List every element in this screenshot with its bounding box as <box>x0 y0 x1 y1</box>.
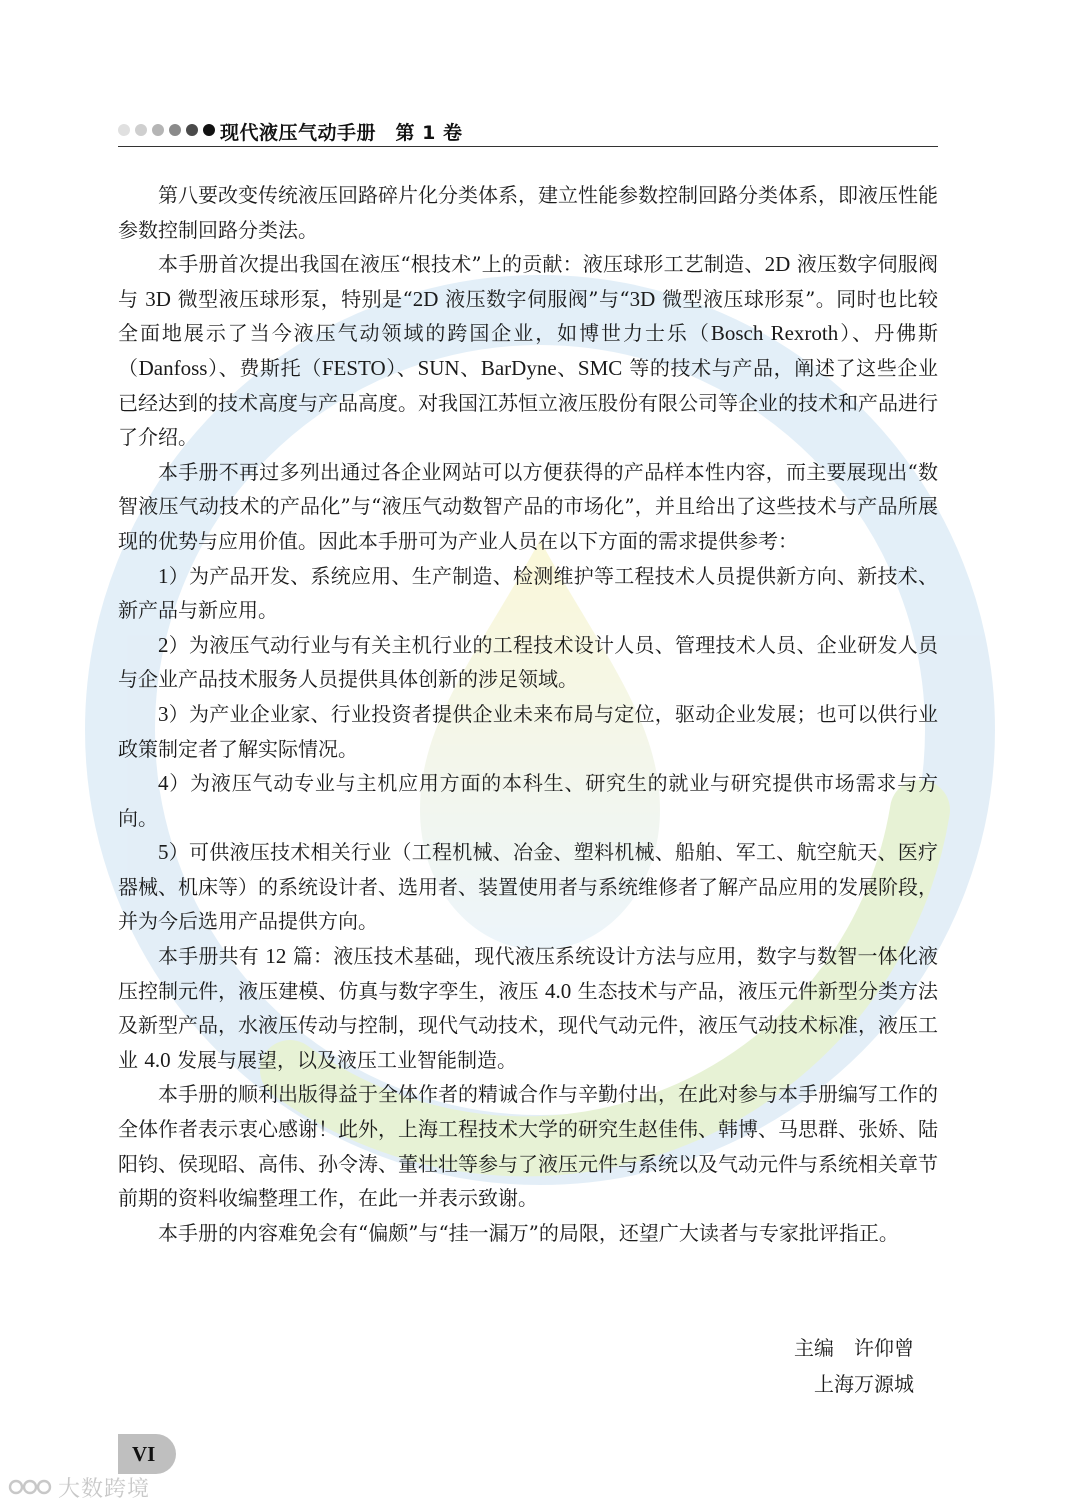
paragraph-run: ）、费斯托（ <box>207 355 322 380</box>
paragraph-run: 本手册不再过多列出通过各企业网站可以方便获得的产品样本性内容，而主要展现出“数智液压气动技术的产品化”与“液压气动数智产品的市场化”，并且给出了这些技术与产品所展现的优势与应用价值。因此本手册可为产业人员在以下方面的需求提供参考： <box>118 459 938 553</box>
paragraph-run: SUN <box>417 355 460 380</box>
paragraph-run: ）为产业企业家、行业投资者提供企业未来布局与定位，驱动企业发展；也可以供行业政策制定者了解实际情况。 <box>118 701 938 761</box>
paragraph-run: 、 <box>459 355 481 380</box>
body-paragraph <box>118 939 938 1077</box>
source-watermark-text: 大数跨境 <box>58 1476 151 1502</box>
paragraph-run: 5 <box>158 840 169 865</box>
body-paragraph <box>118 178 938 247</box>
paragraph-run: 3D <box>145 286 171 311</box>
header-dot <box>152 124 164 136</box>
header-dot <box>186 124 198 136</box>
header-dot <box>169 124 181 136</box>
body-paragraph <box>118 1216 938 1251</box>
paragraph-run: 本手册的顺利出版得益于全体作者的精诚合作与辛勤付出，在此对参与本手册编写工作的全体作者表示衷心感谢！此外，上海工程技术大学的研究生赵佳伟、韩博、马思群、张娇、陆阳钧、侯现昭、高伟、孙令涛、董壮壮等参与了液压元件与系统以及气动元件与系统相关章节前期的资料收编整理工作，在此一并表示致谢。 <box>118 1082 938 1211</box>
header-dot <box>135 124 147 136</box>
paragraph-run: 第八要改变传统液压回路碎片化分类体系，建立性能参数控制回路分类体系，即液压性能参数控制回路分类法。 <box>118 183 938 242</box>
signature-block <box>794 1330 914 1402</box>
paragraph-run: 液压数字伺服阀”与“ <box>438 286 630 311</box>
body-paragraph <box>118 1077 938 1215</box>
header-dots <box>118 124 220 138</box>
paragraph-run: 本手册的内容难免会有“偏颇”与“挂一漏万”的局限，还望广大读者与专家批评指正。 <box>158 1220 899 1245</box>
paragraph-run: 本手册共有 <box>158 944 266 969</box>
body-paragraph <box>118 766 938 835</box>
body-paragraph <box>118 559 938 628</box>
page-number: VI <box>132 1442 156 1466</box>
body-text <box>118 178 938 1250</box>
page-number-tab <box>118 1434 176 1474</box>
source-watermark <box>8 1472 150 1502</box>
paragraph-run: 篇：液压技术基础，现代液压系统设计方法与应用，数字与数智一体化液压控制元件，液压建模、仿真与数字孪生，液压 <box>118 944 939 1003</box>
signature-place: 上海万源城 <box>814 1372 914 1396</box>
paragraph-run: 本手册首次提出我国在液压“根技术”上的贡献：液压球形工艺制造、 <box>158 252 765 277</box>
paragraph-run: 2D <box>764 252 791 277</box>
paragraph-run: 1 <box>158 563 169 588</box>
paragraph-run: BarDyne <box>480 355 557 380</box>
body-paragraph <box>118 697 938 766</box>
paragraph-run: FESTO <box>321 355 386 380</box>
paragraph-run: 生态技术与产品，液压元件新型分类方法及新型产品，水液压传动与控制，现代气动技术，现代气动元件，液压气动技术标准，液压工业 <box>118 978 939 1072</box>
paragraph-run: 4 <box>158 771 169 796</box>
paragraph-run: ）、丹佛斯（ <box>118 321 939 380</box>
paragraph-run: 2 <box>158 632 169 657</box>
header-dot <box>118 124 130 136</box>
paragraph-run: ）为产品开发、系统应用、生产制造、检测维护等工程技术人员提供新方向、新技术、新产品与新应用。 <box>118 563 938 623</box>
header-dot <box>203 124 215 136</box>
paragraph-run: ）可供液压技术相关行业（工程机械、冶金、塑料机械、船舶、军工、航空航天、医疗器械、机床等）的系统设计者、选用者、装置使用者与系统维修者了解产品应用的发展阶段，并为今后选用产品提供方向。 <box>118 840 938 934</box>
paragraph-run: 12 <box>265 944 287 969</box>
paragraph-run: Danfoss <box>138 355 208 380</box>
paragraph-run: 3D <box>629 286 656 311</box>
body-paragraph <box>118 247 938 455</box>
header-title: 现代液压气动手册 第 1 卷 <box>220 122 463 144</box>
paragraph-run: 4.0 <box>544 978 572 1003</box>
paragraph-run: ）为液压气动专业与主机应用方面的本科生、研究生的就业与研究提供市场需求与方向。 <box>118 771 938 830</box>
paragraph-run: 、 <box>556 355 578 380</box>
body-paragraph <box>118 835 938 939</box>
paragraph-run: 微型液压球形泵，特别是“ <box>170 286 413 311</box>
paragraph-run: SMC <box>577 355 623 380</box>
paragraph-run: ）为液压气动行业与有关主机行业的工程技术设计人员、管理技术人员、企业研发人员与企业产品技术服务人员提供具体创新的涉足领域。 <box>118 632 938 692</box>
source-logo-icon <box>8 1474 52 1500</box>
paragraph-run: 发展与展望，以及液压工业智能制造。 <box>170 1047 517 1072</box>
paragraph-run: Bosch Rexroth <box>710 321 839 346</box>
body-paragraph <box>118 455 938 559</box>
paragraph-run: 2D <box>412 286 439 311</box>
paragraph-run: 4.0 <box>144 1047 171 1072</box>
paragraph-run: 3 <box>158 701 169 726</box>
signature-editor: 主编 许仰曾 <box>794 1336 914 1360</box>
paragraph-run: 液压数字伺服阀与 <box>118 252 939 311</box>
paragraph-run: ）、 <box>385 355 418 380</box>
running-header <box>118 118 938 147</box>
paragraph-run: 微型液压球形泵”。同时也比较全面地展示了当今液压气动领域的跨国企业，如博世力士乐（ <box>118 286 938 346</box>
body-paragraph <box>118 628 938 697</box>
paragraph-run: 等的技术与产品，阐述了这些企业已经达到的技术高度与产品高度。对我国江苏恒立液压股份有限公司等企业的技术和产品进行了介绍。 <box>118 355 939 450</box>
